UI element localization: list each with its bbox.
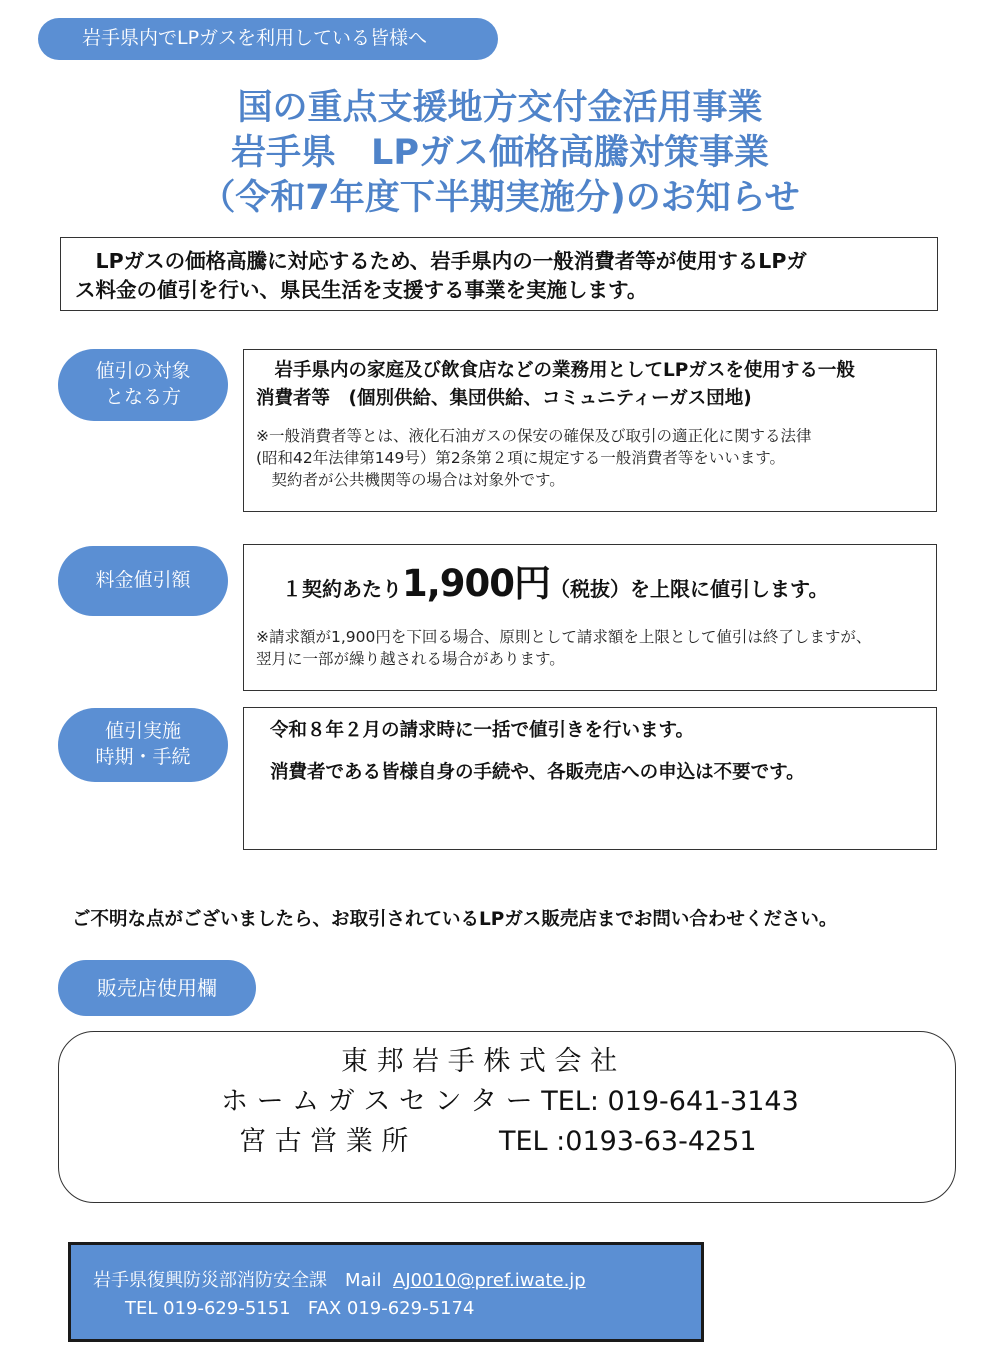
- footer-dept: 岩手県復興防災部消防安全課: [93, 1270, 327, 1291]
- target-main-line-2: 消費者等 (個別供給、集団供給、コミュニティーガス団地): [256, 388, 752, 409]
- footer-fax: FAX 019-629-5174: [307, 1298, 475, 1319]
- inquiry-text: ご不明な点がございましたら、お取引されているLPガス販売店までお問い合わせください。: [72, 909, 838, 930]
- footer-mail-label: Mail: [345, 1270, 382, 1291]
- intro-line-2: ス料金の値引を行い、県民生活を支援する事業を実施します。: [75, 278, 648, 302]
- amount-prefix: １契約あたり: [282, 577, 402, 601]
- footer-line-1: [93, 1267, 701, 1295]
- timing-label-line-2: 時期・手続: [95, 746, 191, 768]
- amount-label-pill: [58, 546, 228, 616]
- target-box: [243, 349, 937, 512]
- shop-label: 販売店使用欄: [97, 975, 217, 1000]
- footer-mail-link[interactable]: AJ0010@pref.iwate.jp: [393, 1270, 586, 1291]
- amount-value: 1,900円: [402, 562, 551, 605]
- target-label-pill: [58, 349, 228, 421]
- timing-line-2: 消費者である皆様自身の手続や、各販売店への申込は不要です。: [270, 762, 805, 783]
- footer-line-2: [93, 1295, 701, 1323]
- shop-box: [58, 1031, 956, 1203]
- timing-line-1: 令和８年２月の請求時に一括で値引きを行います。: [270, 720, 695, 741]
- timing-box: [243, 707, 937, 850]
- target-note-line-1: ※一般消費者等とは、液化石油ガスの保安の確保及び取引の適正化に関する法律: [256, 427, 812, 445]
- audience-badge-text: 岩手県内でLPガスを利用している皆様へ: [82, 27, 428, 50]
- target-note-line-2: (昭和42年法律第149号）第2条第２項に規定する一般消費者等をいいます。: [256, 449, 785, 467]
- shop-home-gas-center: ホ ー ム ガ ス セ ン タ ー TEL: 019-641-3143: [221, 1086, 799, 1117]
- amount-note-line-1: ※請求額が1,900円を下回る場合、原則として請求額を上限として値引は終了しますが、: [256, 628, 872, 646]
- shop-company: 東 邦 岩 手 株 式 会 社: [341, 1046, 618, 1077]
- title-line-2: 岩手県 LPガス価格高騰対策事業: [231, 133, 769, 173]
- title-line-1: 国の重点支援地方交付金活用事業: [237, 88, 763, 128]
- page-title: [0, 86, 1000, 221]
- target-label-line-2: となる方: [104, 386, 181, 408]
- footer-tel: TEL 019-629-5151: [125, 1298, 291, 1319]
- title-line-3: （令和7年度下半期実施分)のお知らせ: [200, 178, 800, 218]
- target-note-line-3: 契約者が公共機関等の場合は対象外です。: [256, 471, 565, 489]
- shop-miyako-office: 宮 古 営 業 所: [239, 1126, 409, 1157]
- amount-suffix: （税抜）を上限に値引します。: [550, 577, 829, 601]
- timing-label-pill: [58, 708, 228, 782]
- target-label-line-1: 値引の対象: [95, 360, 191, 383]
- amount-line: [256, 555, 924, 618]
- contact-footer: [68, 1242, 704, 1342]
- intro-box: [60, 237, 938, 311]
- timing-label-line-1: 値引実施: [104, 720, 181, 743]
- target-main-line-1: 岩手県内の家庭及び飲食店などの業務用としてLPガスを使用する一般: [256, 360, 855, 381]
- shop-miyako-tel: TEL :0193-63-4251: [499, 1126, 757, 1157]
- shop-label-pill: [58, 960, 256, 1016]
- amount-note-line-2: 翌月に一部が繰り越される場合があります。: [256, 650, 565, 668]
- intro-line-1: LPガスの価格高騰に対応するため、岩手県内の一般消費者等が使用するLPガ: [75, 249, 807, 273]
- audience-badge: [38, 18, 498, 60]
- amount-box: [243, 544, 937, 691]
- amount-label: 料金値引額: [95, 569, 191, 592]
